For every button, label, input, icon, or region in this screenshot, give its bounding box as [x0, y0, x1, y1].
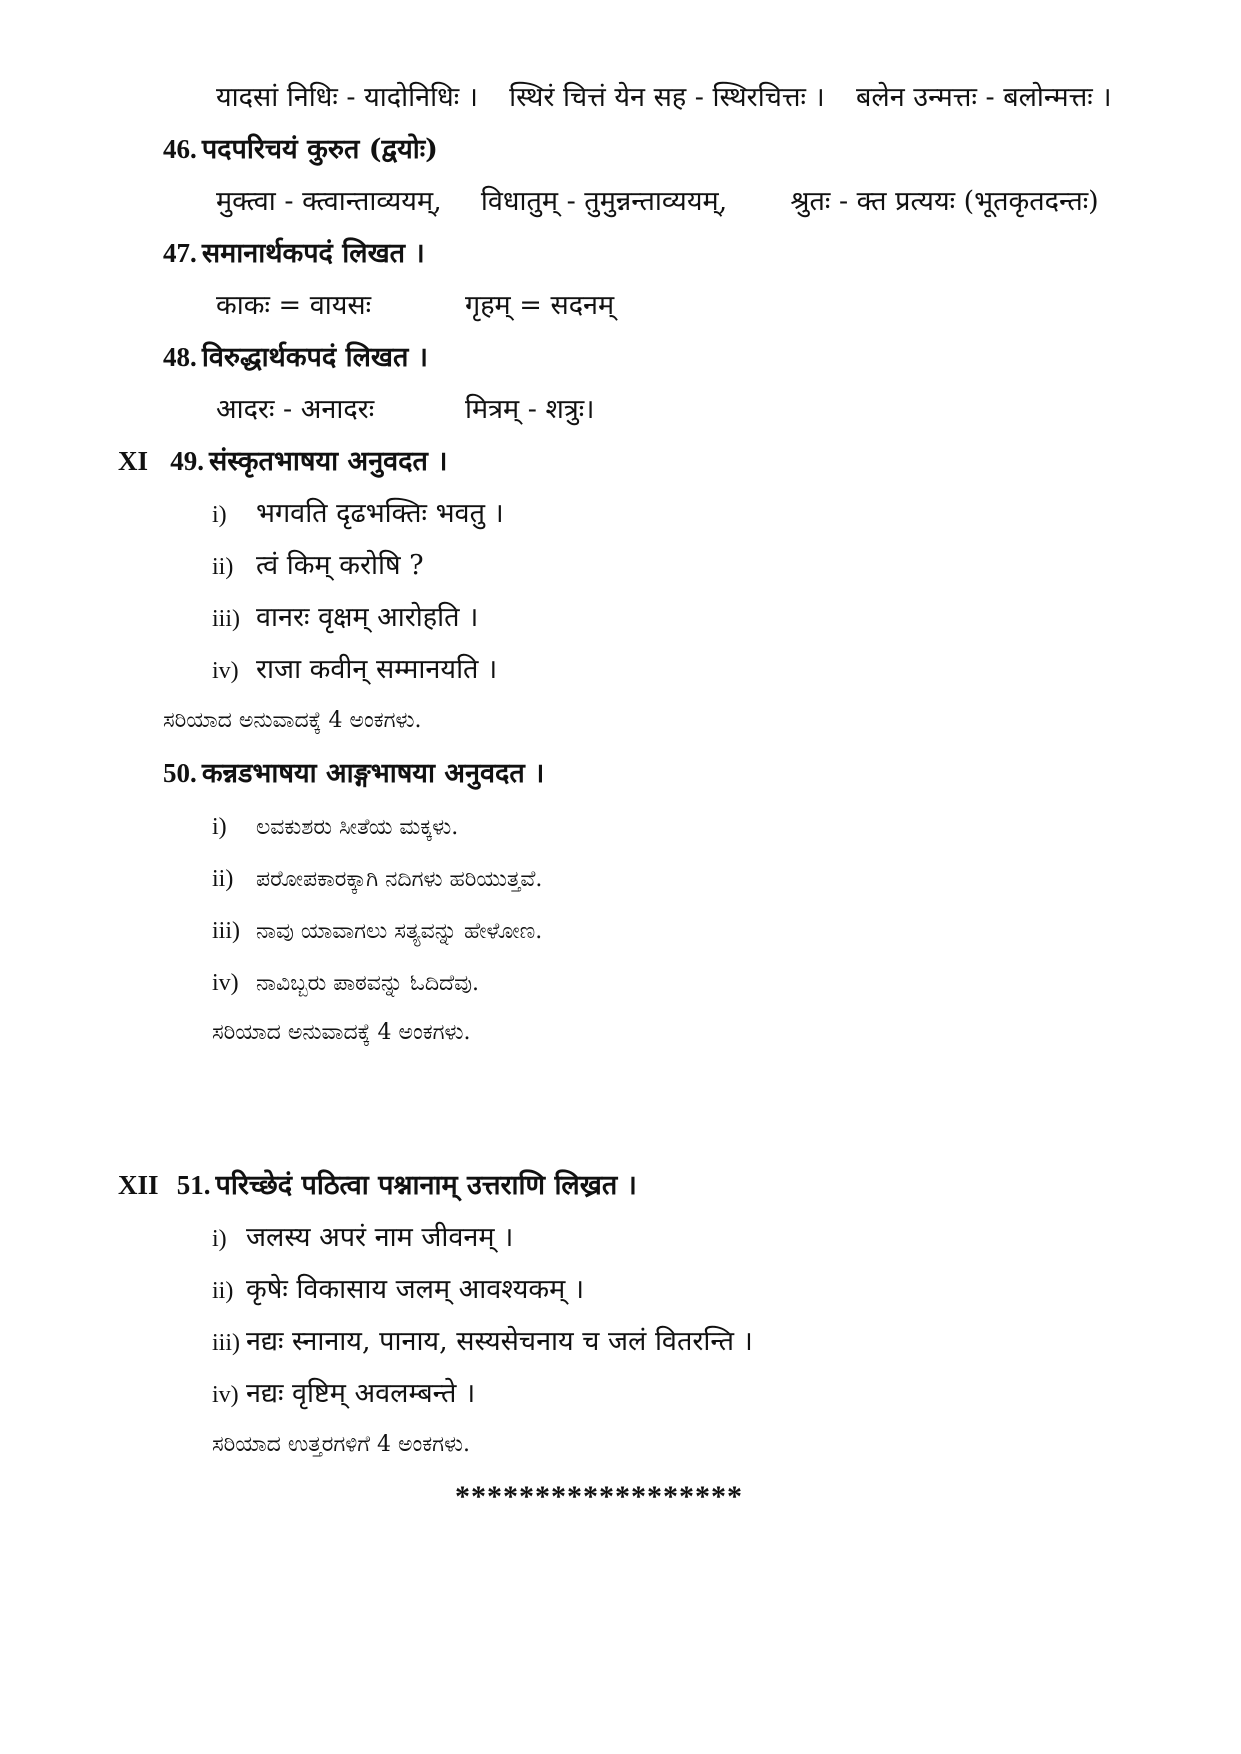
section-label: XI — [118, 446, 149, 476]
list-item — [212, 1380, 475, 1407]
list-item — [212, 1328, 753, 1355]
section-label: XII — [118, 1170, 159, 1200]
item-text: राजा कवीन् सम्मानयति । — [256, 654, 498, 685]
item-text: त्वं किम् करोषि ? — [256, 550, 424, 581]
item-number: iv) — [212, 970, 239, 996]
item-number: iv) — [212, 658, 239, 684]
list-item — [212, 864, 542, 891]
item-number: ii) — [212, 554, 234, 580]
section-xi-heading — [118, 448, 448, 475]
question-47-answer-2: गृहम् = सदनम् — [465, 290, 615, 321]
item-text: नद्यः वृष्टिम् अवलम्बन्ते । — [246, 1378, 476, 1409]
item-text: ಲವಕುಶರು ಸೀತೆಯ ಮಕ್ಕಳು. — [256, 815, 459, 840]
question-47-answer-1: काकः = वायसः — [216, 290, 372, 321]
list-item — [212, 1276, 584, 1303]
question-number: 46. — [163, 134, 197, 164]
question-title: पदपरिचयं कुरुत (द्वयोः) — [201, 134, 438, 165]
question-48-answer-2: मित्रम् - शत्रुः। — [465, 394, 595, 425]
item-number: ii) — [212, 1278, 234, 1304]
question-title: संस्कृतभाषया अनुवदत । — [209, 446, 448, 477]
list-item — [212, 916, 542, 943]
list-item — [212, 968, 479, 995]
question-48-heading — [163, 344, 428, 371]
item-text: ನಾವು ಯಾವಾಗಲು ಸತ್ಯವನ್ನು ಹೇಳೋಣ. — [256, 919, 543, 944]
item-number: iv) — [212, 1382, 239, 1408]
question-number: 48. — [163, 342, 197, 372]
list-item — [212, 656, 497, 683]
compound-1: यादसां निधिः - यादोनिधिः । — [216, 82, 478, 113]
answer-1: मुक्त्वा - क्त्वान्ताव्ययम्, — [216, 186, 442, 217]
question-title: परिच्छेदं पठित्वा पश्नानाम् उत्तराणि लिख्रत । — [215, 1170, 637, 1201]
item-number: i) — [212, 1226, 227, 1252]
list-item — [212, 500, 504, 527]
compound-2: स्थिरं चित्तं येन सह - स्थिरचित्तः । — [509, 82, 825, 113]
question-50-heading — [163, 760, 544, 787]
item-text: कृषेः विकासाय जलम् आवश्यकम् । — [246, 1274, 585, 1305]
marks-note: ಸರಿಯಾದ ಅನುವಾದಕ್ಕೆ 4 ಅಂಕಗಳು. — [163, 708, 422, 733]
compound-3: बलेन उन्मत्तः - बलोन्मत्तः । — [855, 82, 1112, 113]
marks-note: ಸರಿಯಾದ ಉತ್ತರಗಳಿಗೆ 4 ಅಂಕಗಳು. — [212, 1432, 471, 1457]
question-title: कन्नडभाषया आङ्गभाषया अनुवदत । — [201, 758, 545, 789]
section-xii-heading — [118, 1172, 637, 1199]
question-title: विरुद्धार्थकपदं लिखत । — [201, 342, 429, 373]
end-of-document-marker: ****************** — [455, 1480, 743, 1513]
question-number: 47. — [163, 238, 197, 268]
question-46-heading — [163, 136, 438, 163]
item-text: वानरः वृक्षम् आरोहति । — [256, 602, 479, 633]
question-47-heading — [163, 240, 425, 267]
list-item — [212, 812, 458, 839]
item-text: जलस्य अपरं नाम जीवनम् । — [246, 1222, 514, 1253]
question-48-answer-1: आदरः - अनादरः — [216, 394, 375, 425]
answer-3: श्रुतः - क्त प्रत्ययः (भूतकृतदन्तः) — [790, 186, 1099, 217]
item-text: ಪರೋಪಕಾರಕ್ಕಾಗಿ ನದಿಗಳು ಹರಿಯುತ್ತವೆ. — [256, 867, 543, 892]
item-number: i) — [212, 814, 227, 840]
list-item — [212, 1224, 513, 1251]
question-title: समानार्थकपदं लिखत । — [201, 238, 425, 269]
item-text: ನಾವಿಬ್ಬರು ಪಾಠವನ್ನು ಓದಿದೆವು. — [256, 971, 480, 996]
question-number: 49. — [170, 446, 204, 476]
item-number: iii) — [212, 606, 240, 632]
question-number: 51. — [176, 1170, 211, 1200]
item-number: iii) — [212, 1330, 240, 1356]
item-number: i) — [212, 502, 227, 528]
item-number: iii) — [212, 918, 240, 944]
list-item — [212, 604, 478, 631]
answer-2: विधातुम् - तुमुन्नन्ताव्ययम्, — [480, 186, 728, 217]
marks-note: ಸರಿಯಾದ ಅನುವಾದಕ್ಕೆ 4 ಅಂಕಗಳು. — [212, 1020, 471, 1045]
compound-line — [216, 84, 1112, 111]
item-text: नद्यः स्नानाय, पानाय, सस्यसेचनाय च जलं वितरन्ति । — [246, 1326, 753, 1357]
item-number: ii) — [212, 866, 234, 892]
item-text: भगवति दृढभक्तिः भवतु । — [256, 498, 504, 529]
list-item — [212, 552, 424, 579]
question-46-answer — [216, 188, 1099, 215]
question-number: 50. — [163, 758, 197, 788]
